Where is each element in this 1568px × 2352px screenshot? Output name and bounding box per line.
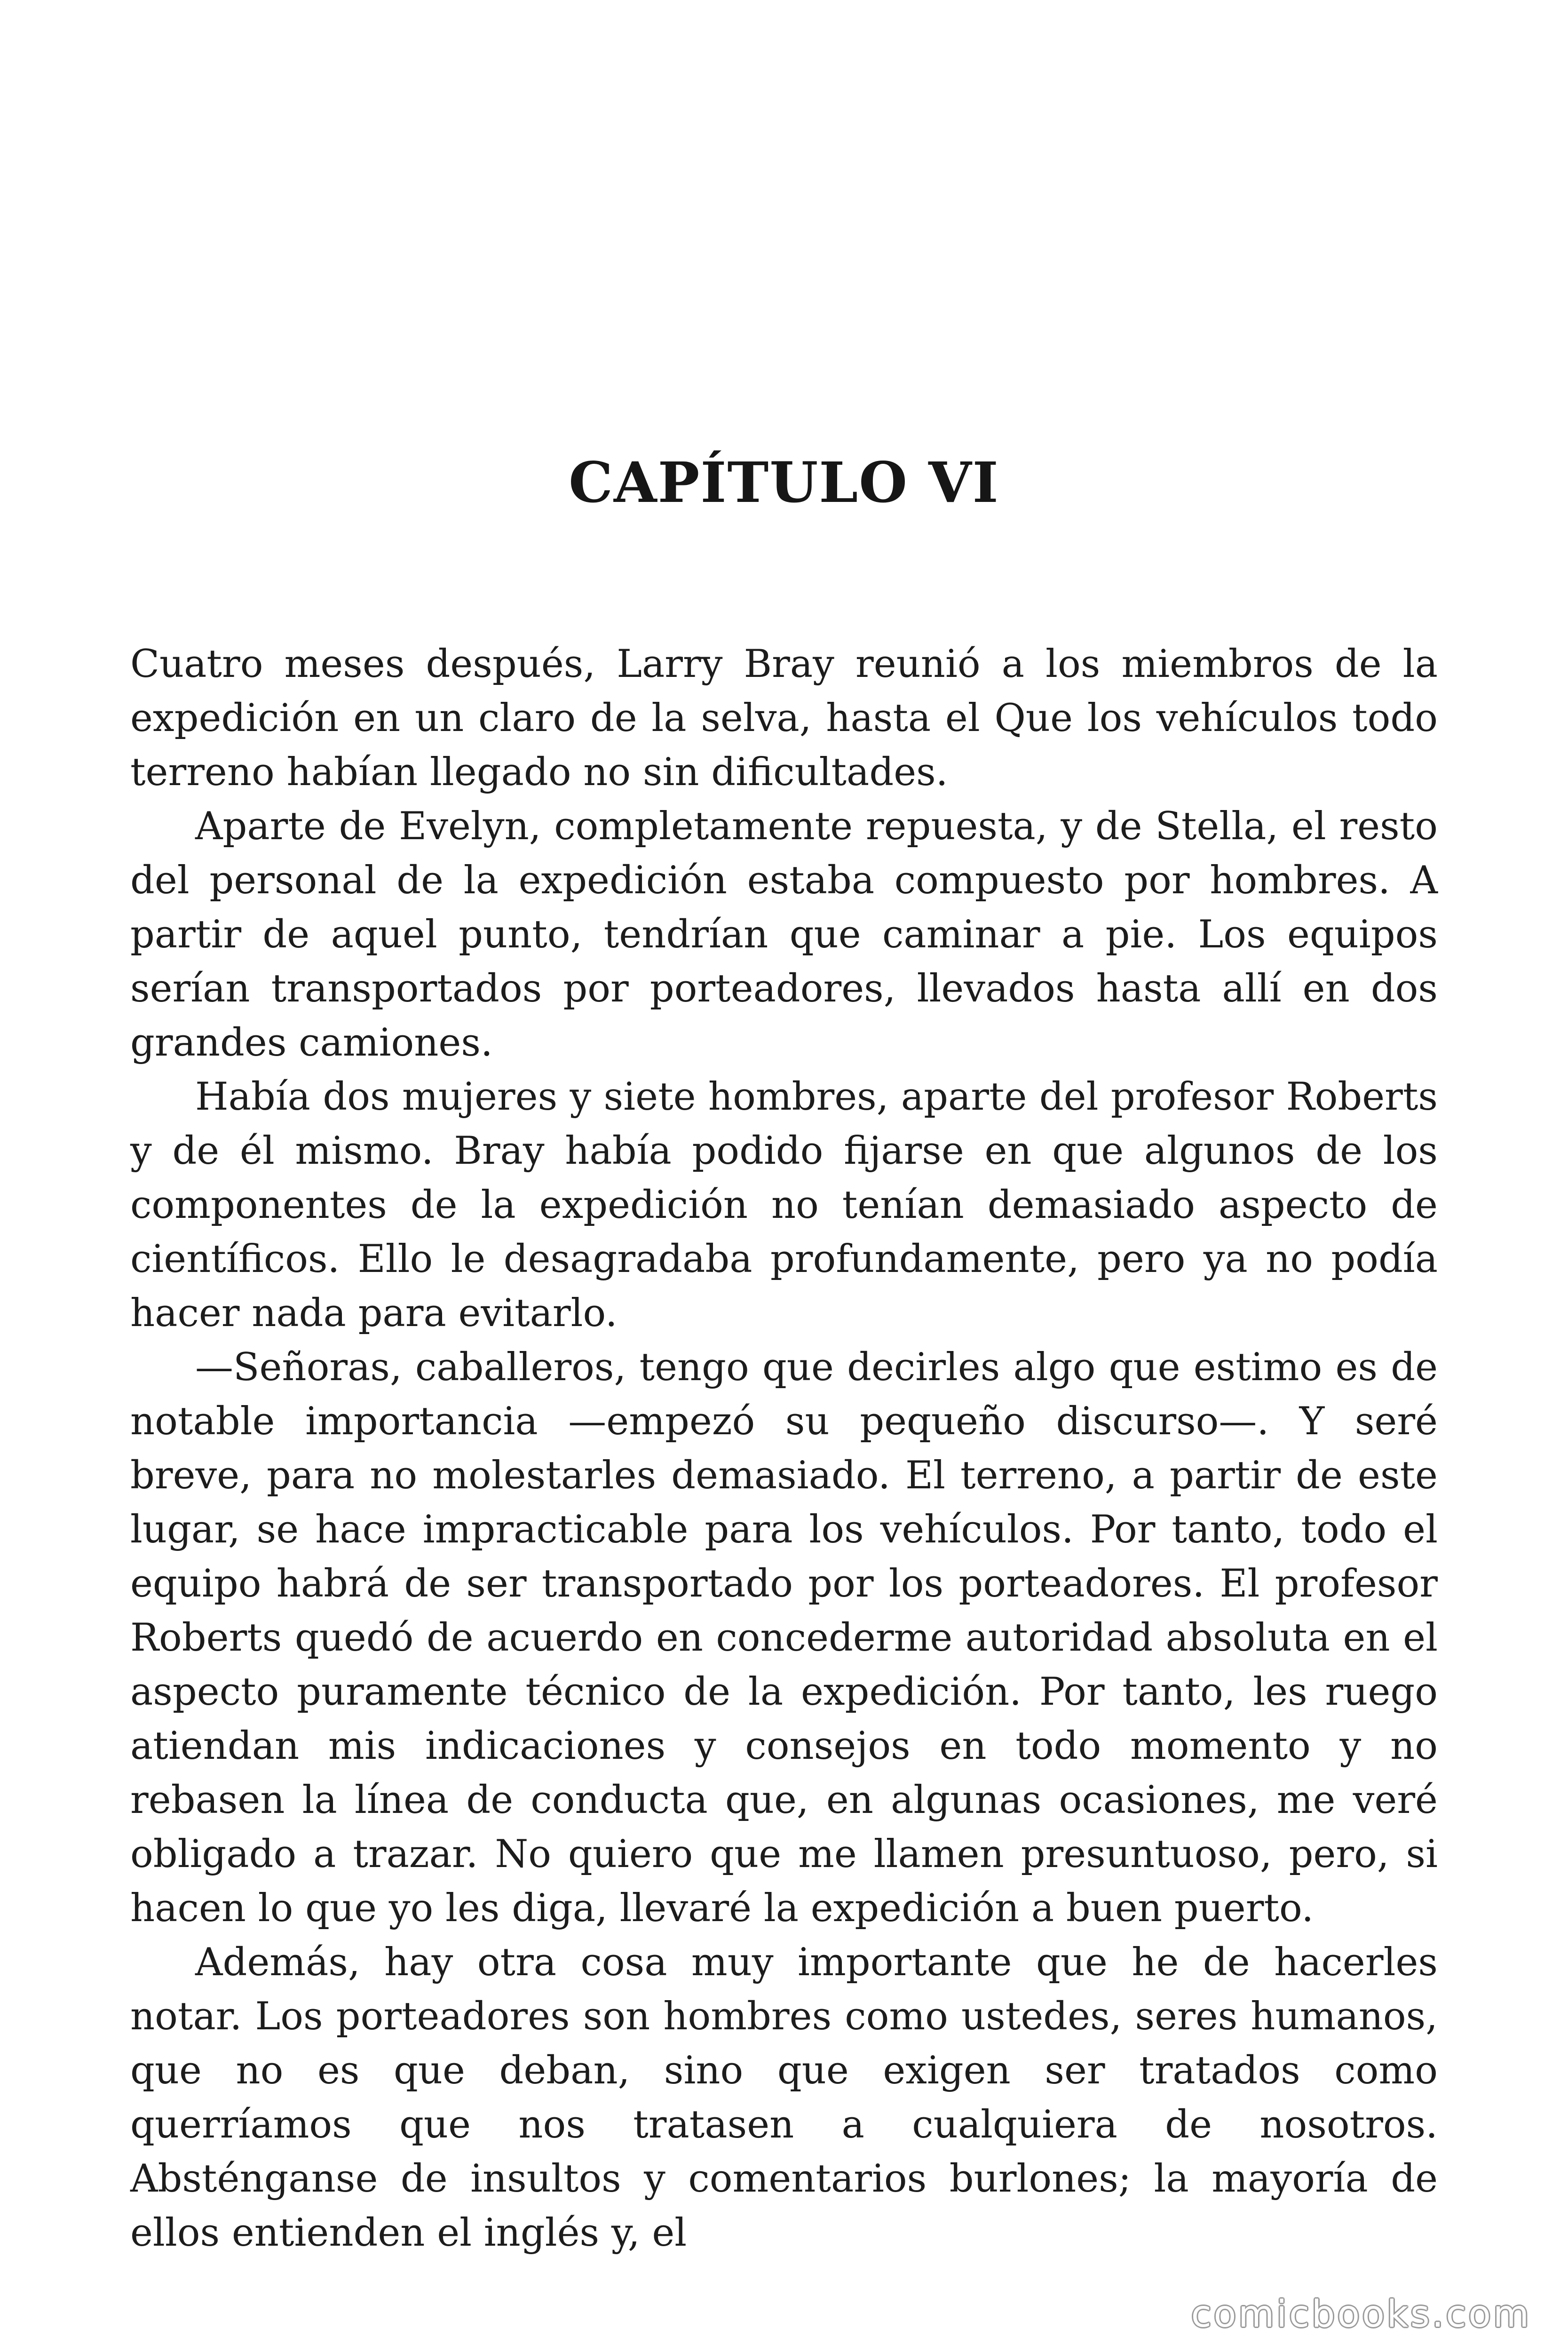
chapter-title: CAPÍTULO VI <box>569 450 999 515</box>
paragraph-5: Además, hay otra cosa muy importante que he de hacerles notar. Los porteadores son hombres como ustedes, seres humanos, que no es que deban, sino que exigen ser tratados como querríamos que nos tratasen a cualquiera de nosotros. Absténganse de insultos y comentarios burlones; la mayoría de ellos entienden el inglés y, el <box>130 1940 1438 2255</box>
paragraph-4: —Señoras, caballeros, tengo que decirles algo que estimo es de notable importancia —empezó su pequeño discurso—. Y seré breve, para no molestarles demasiado. El terreno, a partir de este lugar, se hace impracticable para los vehículos. Por tanto, todo el equipo habrá de ser transportado por los porteadores. El profesor Roberts quedó de acuerdo en concederme autoridad absoluta en el aspecto puramente técnico de la expedición. Por tanto, les ruego atiendan mis indicaciones y consejos en todo momento y no rebasen la línea de conducta que, en algunas ocasiones, me veré obligado a trazar. No quiero que me llamen presuntuoso, pero, si hacen lo que yo les diga, llevaré la expedición a buen puerto. <box>130 1345 1438 1931</box>
watermark: comicbooks.com <box>1191 2293 1531 2336</box>
chapter-body <box>130 637 1438 2260</box>
paragraph-3: Había dos mujeres y siete hombres, aparte del profesor Roberts y de él mismo. Bray había podido fijarse en que algunos de los componentes de la expedición no tenían demasiado aspecto de científicos. Ello le desagradaba profundamente, pero ya no podía hacer nada para evitarlo. <box>130 1075 1438 1335</box>
paragraph-1: Cuatro meses después, Larry Bray reunió a los miembros de la expedición en un claro de la selva, hasta el Que los vehículos todo terreno habían llegado no sin dificultades. <box>130 642 1438 795</box>
paragraph-2: Aparte de Evelyn, completamente repuesta, y de Stella, el resto del personal de la expedición estaba compuesto por hombres. A partir de aquel punto, tendrían que caminar a pie. Los equipos serían transportados por porteadores, llevados hasta allí en dos grandes camiones. <box>130 804 1438 1065</box>
